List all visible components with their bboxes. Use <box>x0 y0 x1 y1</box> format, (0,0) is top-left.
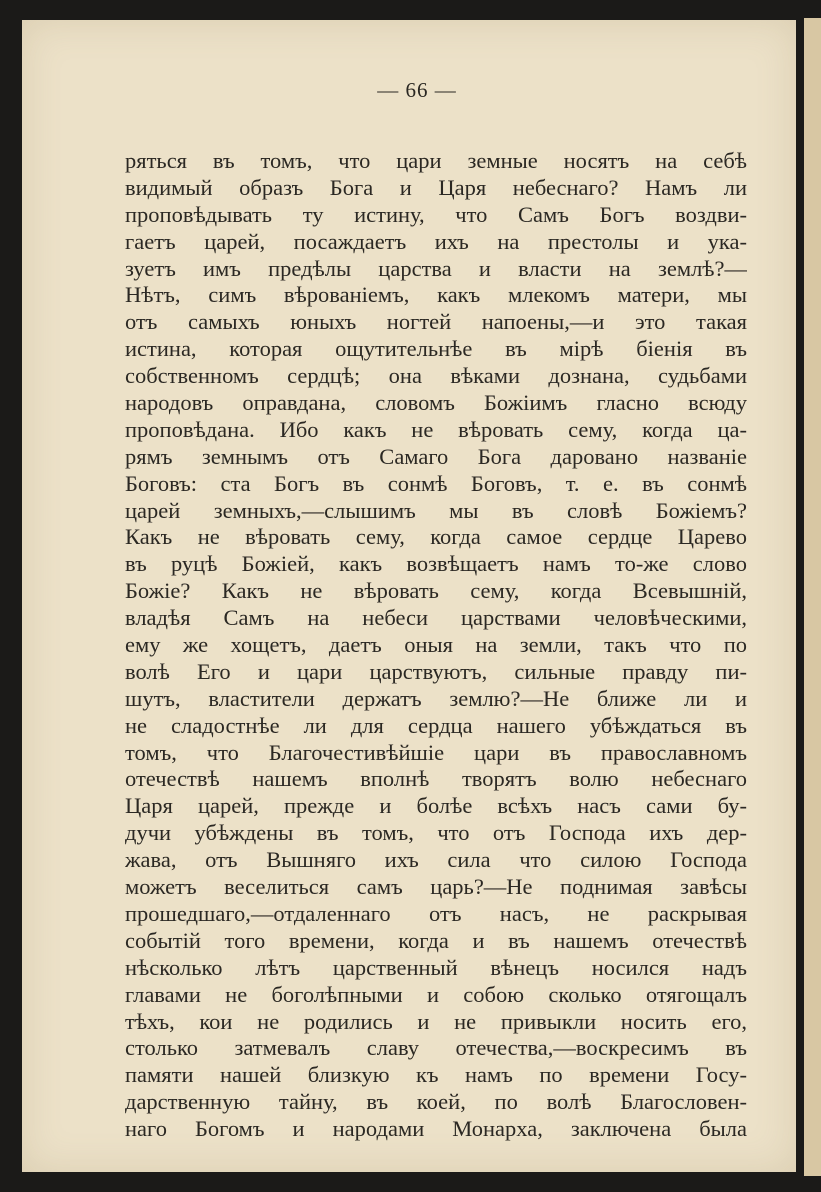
text-line: волѣ Его и цари царствуютъ, сильные правду пи- <box>125 658 747 684</box>
body-text <box>125 148 747 1143</box>
text-line: отечествѣ нашемъ вполнѣ творятъ волю небеснаго <box>125 766 747 792</box>
text-line: событій того времени, когда и въ нашемъ отечествѣ <box>125 927 747 953</box>
book-page <box>22 20 796 1172</box>
text-line: шутъ, властители держатъ землю?—Не ближе ли и <box>125 685 747 711</box>
page-number: — 66 — <box>377 78 457 102</box>
text-line: тѣхъ, кои не родились и не привыкли носить его, <box>125 1008 747 1034</box>
text-line: дарственную тайну, въ коей, по волѣ Благословен- <box>125 1089 747 1115</box>
text-line: главами не боголѣпными и собою сколько отягощалъ <box>125 981 747 1007</box>
text-line: зуетъ имъ предѣлы царства и власти на землѣ?— <box>125 255 747 281</box>
text-line: проповѣдывать ту истину, что Самъ Богъ воздви- <box>125 201 747 227</box>
text-line: истина, которая ощутительнѣе въ мірѣ біенія въ <box>125 336 747 362</box>
text-line: наго Богомъ и народами Монарха, заключена была <box>125 1116 747 1142</box>
text-line: ему же хощетъ, даетъ оныя на земли, такъ что по <box>125 632 747 658</box>
text-line: народовъ оправдана, словомъ Божіимъ гласно всюду <box>125 390 747 416</box>
next-page-edge <box>804 18 821 1176</box>
text-line: царей земныхъ,—слышимъ мы въ словѣ Божіемъ? <box>125 497 747 523</box>
text-line: столько затмевалъ славу отечества,—воскресимъ въ <box>125 1035 747 1061</box>
text-line: можетъ веселиться самъ царь?—Не поднимая завѣсы <box>125 874 747 900</box>
text-line: проповѣдана. Ибо какъ не вѣровать сему, когда ца- <box>125 416 747 442</box>
text-line: жава, отъ Вышняго ихъ сила что силою Господа <box>125 847 747 873</box>
text-line: Боговъ: ста Богъ въ сонмѣ Боговъ, т. е. въ сонмѣ <box>125 470 747 496</box>
text-line: Какъ не вѣровать сему, когда самое сердце Царево <box>125 524 747 550</box>
text-line: рямъ земнымъ отъ Самаго Бога даровано названіе <box>125 443 747 469</box>
text-line: Божіе? Какъ не вѣровать сему, когда Всевышній, <box>125 578 747 604</box>
text-line: дучи убѣждены въ томъ, что отъ Господа ихъ дер- <box>125 820 747 846</box>
text-line: прошедшаго,—отдаленнаго отъ насъ, не раскрывая <box>125 900 747 926</box>
text-line: гаетъ царей, посаждаетъ ихъ на престолы и ука- <box>125 228 747 254</box>
text-line: видимый образъ Бога и Царя небеснаго? Намъ ли <box>125 174 747 200</box>
text-line: отъ самыхъ юныхъ ногтей напоены,—и это такая <box>125 309 747 335</box>
text-line: томъ, что Благочестивѣйшіе цари въ православномъ <box>125 739 747 765</box>
text-line: Царя царей, прежде и болѣе всѣхъ насъ сами бу- <box>125 793 747 819</box>
text-line: Нѣтъ, симъ вѣрованіемъ, какъ млекомъ матери, мы <box>125 282 747 308</box>
text-line: нѣсколько лѣтъ царственный вѣнецъ носился надъ <box>125 954 747 980</box>
text-line: собственномъ сердцѣ; она вѣками дознана, судьбами <box>125 363 747 389</box>
text-line: памяти нашей близкую къ намъ по времени Госу- <box>125 1062 747 1088</box>
text-line: въ руцѣ Божіей, какъ возвѣщаетъ намъ то-же слово <box>125 551 747 577</box>
text-line: ряться въ томъ, что цари земные носятъ на себѣ <box>125 148 747 173</box>
text-line: владѣя Самъ на небеси царствами человѣческими, <box>125 605 747 631</box>
text-line: не сладостнѣе ли для сердца нашего убѣждаться въ <box>125 712 747 738</box>
